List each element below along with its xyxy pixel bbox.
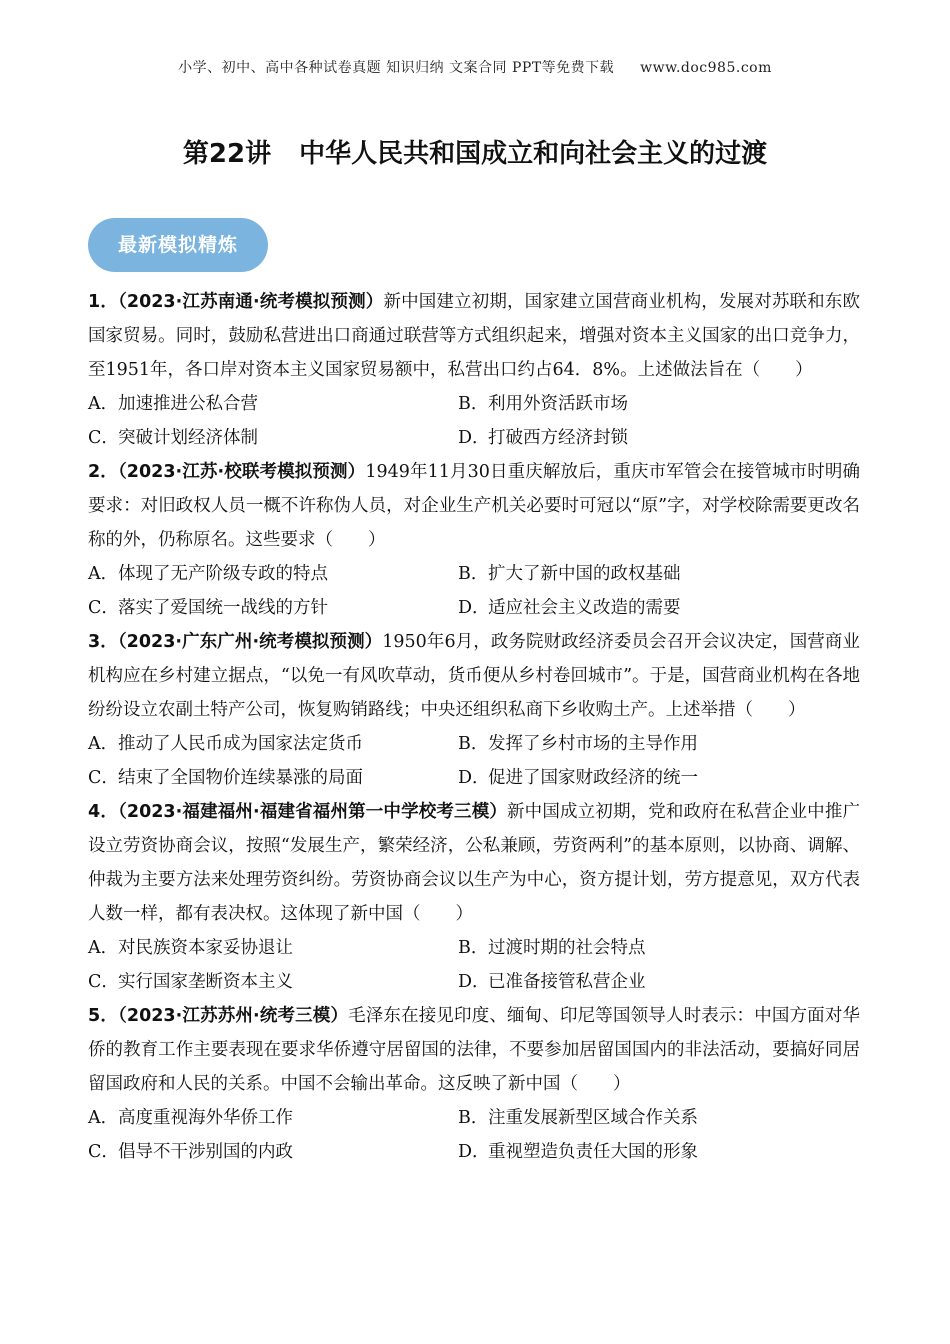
- option-b[interactable]: B．注重发展新型区域合作关系: [458, 1108, 698, 1128]
- option-a[interactable]: A．对民族资本家妥协退让: [88, 938, 293, 958]
- option-c[interactable]: C．落实了爱国统一战线的方针: [88, 598, 328, 618]
- option-b[interactable]: B．利用外资活跃市场: [458, 394, 628, 414]
- question-stem: [88, 285, 860, 387]
- lecture-topic: 中华人民共和国成立和向社会主义的过渡: [299, 139, 768, 169]
- header-text: 小学、初中、高中各种试卷真题 知识归纳 文案合同 PPT等免费下载: [178, 60, 615, 76]
- question-text: 1950年6月，政务院财政经济委员会召开会议决定，国营商业机构应在乡村建立据点，“以免一有风吹草动，货币便从乡村卷回城市”。于是，国营商业机构在各地纷纷设立农副土特产公司，恢复购销路线；中央还组织私商下乡收购土产。上述举措（ ）: [88, 632, 860, 720]
- question-5: [88, 999, 860, 1169]
- option-d[interactable]: D．打破西方经济封锁: [458, 428, 628, 448]
- question-number: 2．: [88, 462, 118, 482]
- option-b[interactable]: B．过渡时期的社会特点: [458, 938, 646, 958]
- question-text: 1949年11月30日重庆解放后，重庆市军管会在接管城市时明确要求：对旧政权人员一概不许称伪人员，对企业生产机关必要时可冠以“原”字，对学校除需要更改名称的外，仍称原名。这些要求（ ）: [88, 462, 860, 550]
- option-d[interactable]: D．适应社会主义改造的需要: [458, 598, 681, 618]
- question-number: 3．: [88, 632, 118, 652]
- question-stem: [88, 999, 860, 1101]
- question-2: [88, 455, 860, 625]
- option-a[interactable]: A．加速推进公私合营: [88, 394, 258, 414]
- question-stem: [88, 455, 860, 557]
- question-stem: [88, 795, 860, 931]
- option-d[interactable]: D．已准备接管私营企业: [458, 972, 646, 992]
- option-group: [88, 931, 860, 999]
- page-title: [0, 133, 950, 170]
- question-3: [88, 625, 860, 795]
- question-source: （2023·江苏苏州·统考三模）: [118, 1006, 349, 1026]
- question-number: 5．: [88, 1006, 118, 1026]
- question-1: [88, 285, 860, 455]
- question-text: 新中国成立初期，党和政府在私营企业中推广设立劳资协商会议，按照“发展生产，繁荣经济，公私兼顾，劳资两利”的基本原则，以协商、调解、仲裁为主要方法来处理劳资纠纷。劳资协商会议以生产为中心，资方提计划，劳方提意见，双方代表人数一样，都有表决权。这体现了新中国（ ）: [88, 802, 860, 924]
- option-d[interactable]: D．促进了国家财政经济的统一: [458, 768, 698, 788]
- lecture-number: 第22讲: [182, 139, 272, 169]
- option-c[interactable]: C．突破计划经济体制: [88, 428, 258, 448]
- page-header: [0, 57, 950, 77]
- question-number: 4．: [88, 802, 118, 822]
- section-badge: 最新模拟精炼: [88, 218, 268, 272]
- header-url[interactable]: www.doc985.com: [640, 60, 772, 76]
- option-group: [88, 387, 860, 455]
- option-b[interactable]: B．扩大了新中国的政权基础: [458, 564, 681, 584]
- option-b[interactable]: B．发挥了乡村市场的主导作用: [458, 734, 698, 754]
- question-text: 毛泽东在接见印度、缅甸、印尼等国领导人时表示：中国方面对华侨的教育工作主要表现在要求华侨遵守居留国的法律，不要参加居留国国内的非法活动，要搞好同居留国政府和人民的关系。中国不会输出革命。这反映了新中国（ ）: [88, 1006, 860, 1094]
- option-group: [88, 727, 860, 795]
- option-c[interactable]: C．结束了全国物价连续暴涨的局面: [88, 768, 363, 788]
- question-source: （2023·江苏·校联考模拟预测）: [117, 462, 366, 482]
- question-list: [88, 285, 860, 1169]
- option-group: [88, 1101, 860, 1169]
- option-a[interactable]: A．高度重视海外华侨工作: [88, 1108, 293, 1128]
- option-a[interactable]: A．体现了无产阶级专政的特点: [88, 564, 328, 584]
- option-c[interactable]: C．实行国家垄断资本主义: [88, 972, 293, 992]
- question-source: （2023·广东广州·统考模拟预测）: [117, 632, 383, 652]
- question-stem: [88, 625, 860, 727]
- option-a[interactable]: A．推动了人民币成为国家法定货币: [88, 734, 363, 754]
- question-source: （2023·福建福州·福建省福州第一中学校考三模）: [118, 802, 508, 822]
- question-number: 1．: [88, 292, 118, 312]
- option-group: [88, 557, 860, 625]
- question-4: [88, 795, 860, 999]
- option-c[interactable]: C．倡导不干涉别国的内政: [88, 1142, 293, 1162]
- question-text: 新中国建立初期，国家建立国营商业机构，发展对苏联和东欧国家贸易。同时，鼓励私营进出口商通过联营等方式组织起来，增强对资本主义国家的出口竞争力，至1951年，各口岸对资本主义国家贸易额中，私营出口约占64．8%。上述做法旨在（ ）: [88, 292, 860, 380]
- question-source: （2023·江苏南通·统考模拟预测）: [118, 292, 384, 312]
- option-d[interactable]: D．重视塑造负责任大国的形象: [458, 1142, 698, 1162]
